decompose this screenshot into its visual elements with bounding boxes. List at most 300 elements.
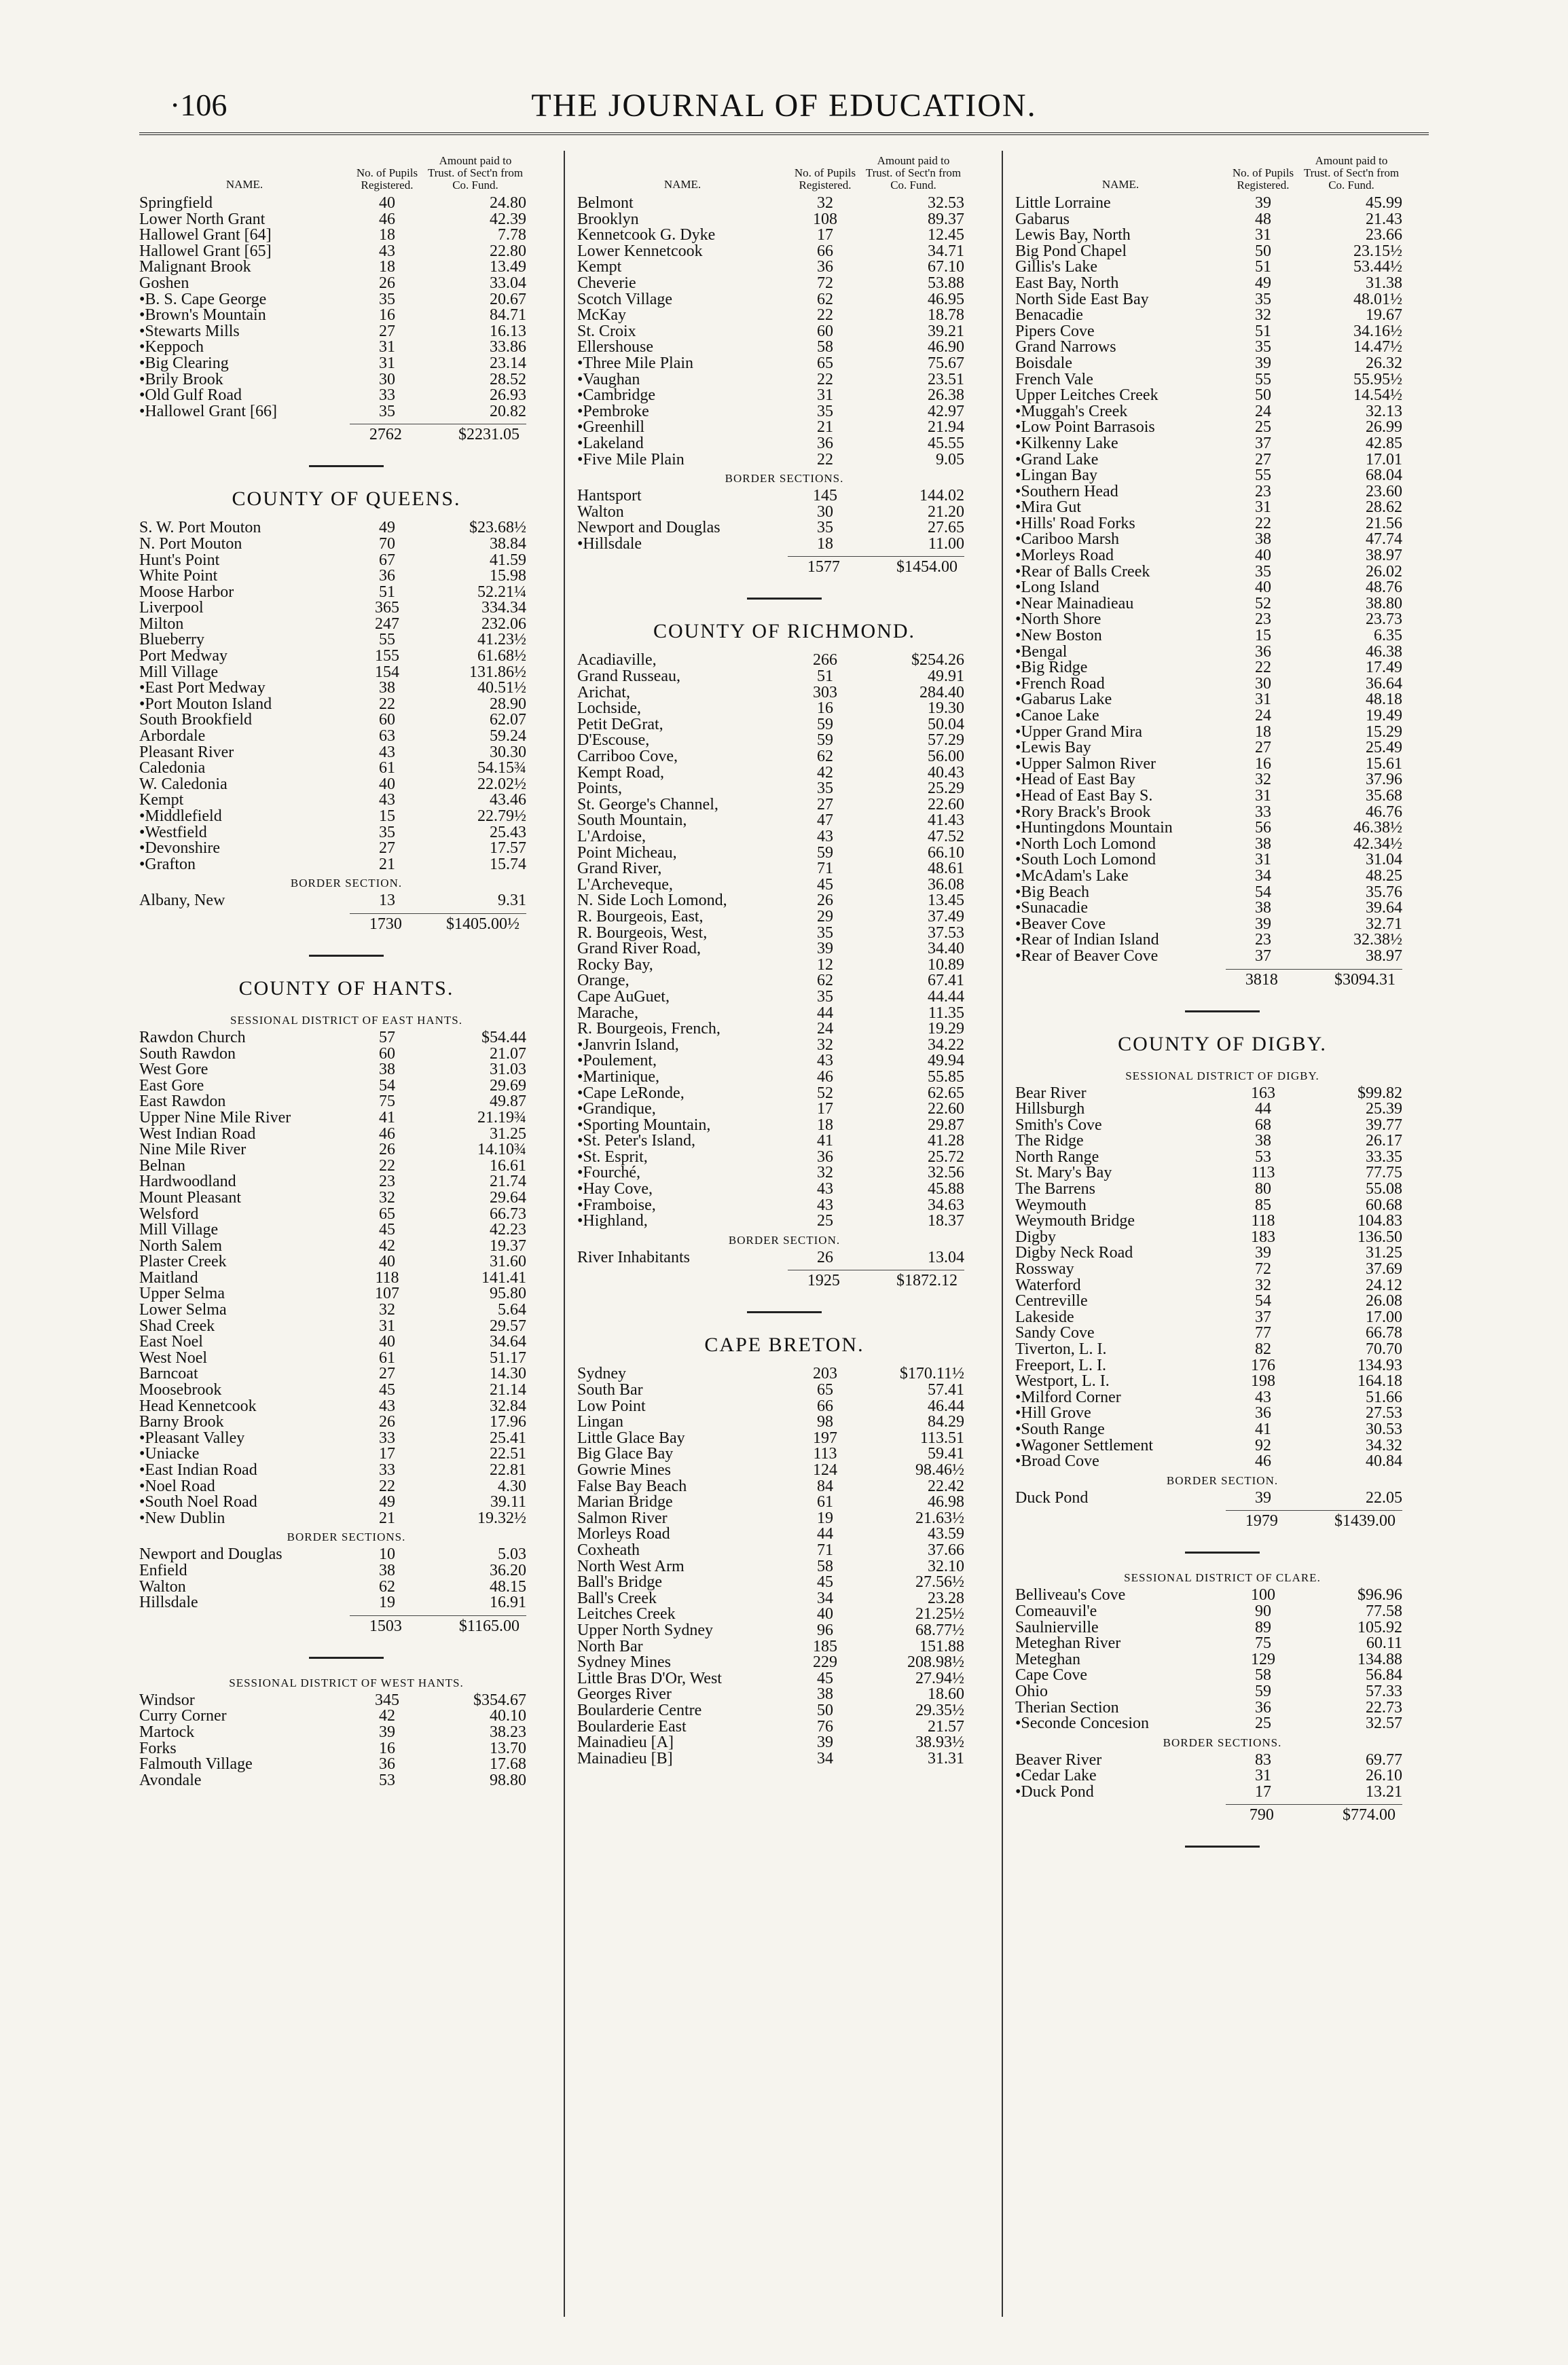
table-row — [139, 1222, 553, 1239]
table-row — [139, 729, 553, 745]
table-row — [577, 308, 991, 324]
table-row — [1015, 1652, 1429, 1668]
row-amount: 37.96 — [1366, 771, 1402, 789]
row-amount: 151.88 — [919, 1637, 964, 1655]
table-row — [139, 825, 553, 841]
table-row — [139, 568, 553, 585]
row-pupils: 45 — [817, 1669, 833, 1687]
row-name: Kempt — [139, 792, 184, 809]
table-row — [139, 196, 553, 212]
table-row — [577, 973, 991, 989]
row-amount: 77.58 — [1366, 1602, 1402, 1620]
row-amount: 59.24 — [490, 727, 526, 746]
table-row — [577, 797, 991, 813]
table-row — [1015, 772, 1429, 788]
row-pupils: 62 — [379, 1577, 395, 1596]
row-pupils: 34 — [817, 1749, 833, 1767]
table-row — [139, 308, 553, 324]
row-name: South Bar — [577, 1382, 643, 1399]
row-pupils: 60 — [379, 1044, 395, 1063]
row-name: •Hills' Road Forks — [1015, 515, 1135, 532]
row-name: Duck Pond — [1015, 1490, 1089, 1507]
row-name: •French Road — [1015, 676, 1105, 693]
row-amount: 19.49 — [1366, 707, 1402, 725]
row-pupils: 154 — [375, 663, 399, 681]
row-pupils: 45 — [817, 875, 833, 894]
row-amount: 67.41 — [928, 972, 964, 990]
row-amount: 49.94 — [928, 1052, 964, 1070]
row-amount: 17.00 — [1366, 1308, 1402, 1326]
column-divider — [564, 151, 565, 2317]
table-section — [577, 1230, 991, 1314]
row-pupils: 35 — [1255, 562, 1271, 581]
row-amount: 5.03 — [498, 1545, 526, 1564]
row-name: •Brily Brook — [139, 371, 223, 388]
row-name: Grand River Road, — [577, 941, 701, 957]
row-pupils: 44 — [817, 1004, 833, 1022]
row-amount: 36.08 — [928, 875, 964, 894]
row-amount: 13.21 — [1366, 1782, 1402, 1801]
row-amount: 33.04 — [490, 274, 526, 292]
table-row — [577, 1086, 991, 1102]
section-divider — [747, 1311, 822, 1313]
row-amount: 33.35 — [1366, 1148, 1402, 1166]
row-amount: 26.93 — [490, 386, 526, 405]
row-name: St. George's Channel, — [577, 796, 718, 813]
table-row — [577, 488, 991, 505]
row-amount: 284.40 — [919, 683, 964, 701]
row-amount: 48.76 — [1366, 579, 1402, 597]
table-row — [577, 420, 991, 436]
row-pupils: 31 — [379, 354, 395, 372]
row-pupils: 43 — [1255, 1388, 1271, 1406]
table-row — [139, 1142, 553, 1158]
row-name: •Three Mile Plain — [577, 355, 694, 372]
row-name: Digby — [1015, 1229, 1056, 1246]
row-pupils: 54 — [379, 1076, 395, 1095]
row-name: •Grandique, — [577, 1101, 656, 1118]
row-amount: 39.64 — [1366, 899, 1402, 917]
row-pupils: 39 — [1255, 194, 1271, 212]
row-amount: 27.94½ — [915, 1669, 964, 1687]
row-name: •Uniacke — [139, 1446, 200, 1463]
row-name: Barncoat — [139, 1366, 198, 1383]
table-row — [577, 845, 991, 862]
table-row — [577, 1559, 991, 1575]
section-subtitle: SESSIONAL DISTRICT OF WEST HANTS. — [229, 1676, 464, 1689]
row-pupils: 30 — [817, 502, 833, 521]
row-pupils: 55 — [1255, 370, 1271, 388]
table-row — [577, 372, 991, 388]
row-pupils: 40 — [379, 1253, 395, 1271]
row-name: •Hill Grove — [1015, 1406, 1091, 1422]
row-name: •B. S. Cape George — [139, 291, 267, 308]
row-amount: 232.06 — [481, 615, 526, 633]
row-name: Big Pond Chapel — [1015, 243, 1127, 260]
row-name: N. Port Mouton — [139, 536, 242, 553]
row-name: •Lakeland — [577, 435, 644, 452]
row-pupils: 13 — [379, 892, 395, 910]
row-name: West Gore — [139, 1062, 208, 1078]
table-row — [1015, 917, 1429, 933]
row-name: •Poulement, — [577, 1053, 657, 1069]
column-header — [1015, 144, 1429, 196]
row-name: L'Ardoise, — [577, 829, 646, 845]
row-pupils: 129 — [1251, 1650, 1275, 1668]
row-amount: 32.53 — [928, 194, 964, 212]
row-name: Moosebrook — [139, 1382, 222, 1399]
row-amount: 19.32½ — [477, 1509, 526, 1527]
row-name: Hillsburgh — [1015, 1101, 1085, 1118]
row-pupils: 39 — [379, 1723, 395, 1741]
row-amount: 59.41 — [928, 1445, 964, 1463]
row-pupils: 98 — [817, 1413, 833, 1431]
row-name: •Brown's Mountain — [139, 308, 266, 324]
row-name: Welsford — [139, 1206, 199, 1223]
row-pupils: 71 — [817, 860, 833, 878]
row-amount: 21.07 — [490, 1044, 526, 1063]
row-amount: 15.61 — [1366, 754, 1402, 773]
table-row — [1015, 580, 1429, 596]
table-row — [139, 1414, 553, 1431]
row-pupils: 37 — [1255, 1308, 1271, 1326]
row-name: Springfield — [139, 196, 213, 212]
row-amount: 26.32 — [1366, 354, 1402, 372]
row-pupils: 345 — [375, 1691, 399, 1709]
row-name: •Near Mainadieau — [1015, 595, 1134, 612]
row-name: Meteghan River — [1015, 1636, 1121, 1652]
row-amount: 40.51½ — [477, 679, 526, 697]
row-name: Port Medway — [139, 648, 227, 665]
table-row — [139, 809, 553, 825]
row-pupils: 84 — [817, 1477, 833, 1495]
section-subtitle: BORDER SECTIONS. — [287, 1530, 406, 1544]
row-name: •Pembroke — [577, 403, 649, 420]
row-amount: 23.15½ — [1353, 242, 1402, 260]
row-pupils: 32 — [379, 1188, 395, 1207]
table-row — [1015, 212, 1429, 228]
table-section — [139, 196, 553, 467]
row-pupils: 40 — [379, 194, 395, 212]
row-pupils: 22 — [817, 450, 833, 469]
table-row — [577, 1150, 991, 1166]
table-row — [139, 1174, 553, 1190]
row-pupils: 34 — [1255, 866, 1271, 885]
row-pupils: 61 — [817, 1493, 833, 1511]
row-name: •Sporting Mountain, — [577, 1117, 711, 1134]
row-amount: 16.61 — [490, 1156, 526, 1175]
table-row — [577, 1511, 991, 1527]
row-amount: 141.41 — [481, 1268, 526, 1287]
row-amount: 42.23 — [490, 1221, 526, 1239]
row-pupils: 32 — [817, 1164, 833, 1182]
total-amount: $1454.00 — [896, 558, 958, 576]
table-section — [1015, 1567, 1429, 1731]
row-amount: 16.13 — [490, 322, 526, 340]
row-name: Comeauvil'e — [1015, 1603, 1097, 1620]
row-amount: 32.38½ — [1353, 931, 1402, 949]
row-name: Waterford — [1015, 1277, 1081, 1294]
row-amount: 48.01½ — [1353, 290, 1402, 308]
total-pupils: 1503 — [369, 1617, 402, 1635]
table-row — [1015, 1133, 1429, 1150]
row-name: Marache, — [577, 1005, 638, 1022]
row-pupils: 55 — [379, 631, 395, 649]
table-row — [577, 1382, 991, 1399]
header-name: NAME. — [225, 178, 263, 191]
row-amount: 6.35 — [1374, 627, 1402, 645]
row-name: Pleasant River — [139, 744, 234, 761]
row-pupils: 43 — [379, 242, 395, 260]
row-amount: 21.14 — [490, 1381, 526, 1399]
row-pupils: 113 — [1251, 1164, 1275, 1182]
row-amount: $170.11½ — [899, 1365, 964, 1383]
row-pupils: 30 — [1255, 674, 1271, 693]
row-name: •Five Mile Plain — [577, 452, 685, 469]
row-amount: 22.60 — [928, 795, 964, 813]
row-pupils: 60 — [379, 711, 395, 729]
row-name: Orange, — [577, 973, 630, 989]
row-pupils: 61 — [379, 1349, 395, 1367]
row-amount: 40.84 — [1366, 1452, 1402, 1471]
row-name: Morleys Road — [577, 1526, 670, 1543]
row-pupils: 15 — [1255, 627, 1271, 645]
table-row — [139, 324, 553, 340]
section-subtitle: BORDER SECTION. — [728, 1233, 841, 1247]
row-name: Kempt Road, — [577, 765, 664, 782]
table-row — [139, 1030, 553, 1046]
row-name: S. W. Port Mouton — [139, 520, 261, 536]
row-name: Mainadieu [A] — [577, 1735, 674, 1751]
table-row — [139, 1078, 553, 1095]
row-pupils: 24 — [817, 1020, 833, 1038]
row-amount: 46.95 — [928, 290, 964, 308]
row-amount: 24.80 — [490, 194, 526, 212]
section-title: CAPE BRETON. — [704, 1334, 864, 1357]
row-amount: 42.85 — [1366, 434, 1402, 452]
row-amount: 31.60 — [490, 1253, 526, 1271]
row-name: •Long Island — [1015, 580, 1099, 596]
row-name: •New Boston — [1015, 628, 1102, 644]
table-row — [1015, 932, 1429, 949]
table-row — [577, 893, 991, 909]
row-pupils: 62 — [817, 748, 833, 766]
row-pupils: 44 — [817, 1525, 833, 1543]
row-amount: 45.99 — [1366, 194, 1402, 212]
row-amount: 57.29 — [928, 731, 964, 750]
row-amount: 144.02 — [919, 487, 964, 505]
table-row — [1015, 1278, 1429, 1294]
row-name: •Stewarts Mills — [139, 323, 240, 340]
row-pupils: 26 — [379, 274, 395, 292]
row-name: •Kilkenny Lake — [1015, 435, 1118, 452]
row-pupils: 22 — [817, 370, 833, 388]
row-name: Points, — [577, 781, 623, 797]
row-name: Sandy Cove — [1015, 1325, 1095, 1342]
row-amount: 11.00 — [928, 534, 964, 553]
row-name: •Wagoner Settlement — [1015, 1437, 1154, 1454]
row-name: •Pleasant Valley — [139, 1430, 245, 1447]
table-row — [139, 617, 553, 633]
row-name: Sydney — [577, 1366, 626, 1383]
table-row — [1015, 356, 1429, 372]
table-row — [139, 1270, 553, 1287]
row-pupils: 16 — [817, 699, 833, 718]
table-row — [1015, 372, 1429, 388]
row-pupils: 266 — [813, 651, 837, 670]
row-name: East Gore — [139, 1078, 204, 1095]
row-name: Rossway — [1015, 1262, 1074, 1278]
row-pupils: 58 — [1255, 1666, 1271, 1685]
row-pupils: 33 — [379, 1461, 395, 1479]
row-name: Meteghan — [1015, 1651, 1080, 1668]
row-name: Liverpool — [139, 600, 204, 617]
table-row — [577, 1035, 991, 1054]
table-row — [139, 1595, 553, 1611]
table-row — [1015, 644, 1429, 661]
row-pupils: 35 — [817, 519, 833, 537]
row-amount: 41.43 — [928, 811, 964, 830]
row-name: •Sunacadie — [1015, 900, 1089, 917]
row-amount: 57.41 — [928, 1381, 964, 1399]
row-amount: 25.72 — [928, 1148, 964, 1166]
row-amount: 48.15 — [490, 1577, 526, 1596]
row-pupils: 58 — [817, 338, 833, 356]
row-amount: 35.68 — [1366, 786, 1402, 805]
row-name: Mill Village — [139, 664, 219, 681]
row-amount: 57.33 — [1366, 1682, 1402, 1700]
row-name: Coxheath — [577, 1542, 640, 1559]
row-amount: 67.10 — [928, 258, 964, 276]
section-total — [788, 1270, 964, 1291]
row-pupils: 26 — [379, 1413, 395, 1431]
table-row — [1015, 1588, 1429, 1604]
row-name: •Muggah's Creek — [1015, 403, 1128, 420]
row-name: Smith's Cove — [1015, 1117, 1102, 1134]
row-pupils: 16 — [1255, 754, 1271, 773]
row-amount: 44.44 — [928, 987, 964, 1006]
row-name: Hunt's Point — [139, 552, 220, 569]
row-name: •Rory Brack's Brook — [1015, 804, 1151, 821]
row-amount: 62.65 — [928, 1084, 964, 1102]
row-name: Weymouth — [1015, 1197, 1087, 1214]
row-amount: 21.63½ — [915, 1509, 964, 1527]
table-row — [139, 1236, 553, 1255]
row-pupils: 15 — [379, 807, 395, 825]
row-amount: 66.10 — [928, 843, 964, 862]
row-name: •Southern Head — [1015, 483, 1118, 500]
row-pupils: 33 — [379, 386, 395, 405]
table-row — [577, 1133, 991, 1150]
row-amount: 31.25 — [1366, 1244, 1402, 1262]
table-row — [577, 653, 991, 669]
table-row — [1015, 1310, 1429, 1326]
table-row — [1015, 1230, 1429, 1246]
table-row — [577, 1053, 991, 1069]
row-amount: 61.68½ — [477, 647, 526, 665]
row-amount: 55.85 — [928, 1067, 964, 1086]
row-amount: 34.64 — [490, 1333, 526, 1351]
row-pupils: 59 — [817, 715, 833, 733]
row-name: •Rear of Balls Creek — [1015, 564, 1150, 581]
table-row — [1015, 1390, 1429, 1406]
table-row — [577, 404, 991, 420]
table-row — [577, 292, 991, 308]
row-pupils: 36 — [1255, 1698, 1271, 1717]
table-row — [139, 792, 553, 809]
row-pupils: 23 — [379, 1173, 395, 1191]
row-name: Bear River — [1015, 1085, 1087, 1102]
row-name: Little Lorraine — [1015, 196, 1111, 212]
row-amount: 37.69 — [1366, 1260, 1402, 1279]
table-row — [139, 1046, 553, 1063]
row-amount: 30.53 — [1366, 1420, 1402, 1438]
row-amount: 19.29 — [928, 1020, 964, 1038]
row-name: Salmon River — [577, 1510, 668, 1527]
table-row — [139, 244, 553, 260]
row-amount: 105.92 — [1357, 1618, 1402, 1636]
row-pupils: 40 — [1255, 547, 1271, 565]
table-row — [139, 697, 553, 713]
row-pupils: 44 — [1255, 1100, 1271, 1118]
row-name: Brooklyn — [577, 211, 639, 228]
row-amount: 134.88 — [1357, 1650, 1402, 1668]
section-subtitle: SESSIONAL DISTRICT OF CLARE. — [1124, 1571, 1321, 1585]
row-amount: 25.29 — [928, 780, 964, 798]
table-row — [139, 1693, 553, 1709]
row-name: Sydney Mines — [577, 1655, 671, 1671]
row-name: Mount Pleasant — [139, 1190, 241, 1207]
row-name: Ball's Creek — [577, 1590, 657, 1607]
section-divider — [747, 598, 822, 600]
row-pupils: 39 — [1255, 1244, 1271, 1262]
row-pupils: 50 — [1255, 386, 1271, 405]
row-pupils: 72 — [1255, 1260, 1271, 1279]
row-name: Low Point — [577, 1398, 646, 1415]
row-amount: 29.64 — [490, 1188, 526, 1207]
row-amount: 113.51 — [919, 1429, 964, 1447]
table-row — [1015, 1668, 1429, 1684]
table-row — [1015, 516, 1429, 532]
row-pupils: 10 — [379, 1545, 395, 1564]
table-row — [139, 1431, 553, 1447]
table-row — [139, 648, 553, 665]
row-amount: 26.08 — [1366, 1292, 1402, 1310]
row-name: •North Loch Lomond — [1015, 836, 1156, 853]
header-amount: Amount paid to Trust. of Sect'n from Co. Fund. — [427, 154, 524, 191]
row-name: North Range — [1015, 1149, 1099, 1166]
row-name: Gowrie Mines — [577, 1463, 671, 1479]
row-amount: 14.10¾ — [477, 1141, 526, 1159]
table-row — [577, 212, 991, 228]
row-amount: 23.66 — [1366, 226, 1402, 244]
table-row — [1015, 1342, 1429, 1358]
table-row — [1015, 484, 1429, 500]
row-amount: 46.90 — [928, 338, 964, 356]
row-amount: 40.43 — [928, 763, 964, 782]
row-pupils: 31 — [817, 386, 833, 405]
row-amount: 18.37 — [928, 1212, 964, 1230]
row-pupils: 27 — [379, 1365, 395, 1383]
table-row — [1015, 852, 1429, 868]
section-divider — [1185, 1846, 1260, 1848]
row-name: •Gabarus Lake — [1015, 692, 1112, 708]
section-total — [350, 424, 526, 445]
row-amount: 46.38 — [1366, 642, 1402, 661]
table-row — [577, 340, 991, 356]
row-amount: 21.74 — [490, 1173, 526, 1191]
table-row — [1015, 1118, 1429, 1134]
